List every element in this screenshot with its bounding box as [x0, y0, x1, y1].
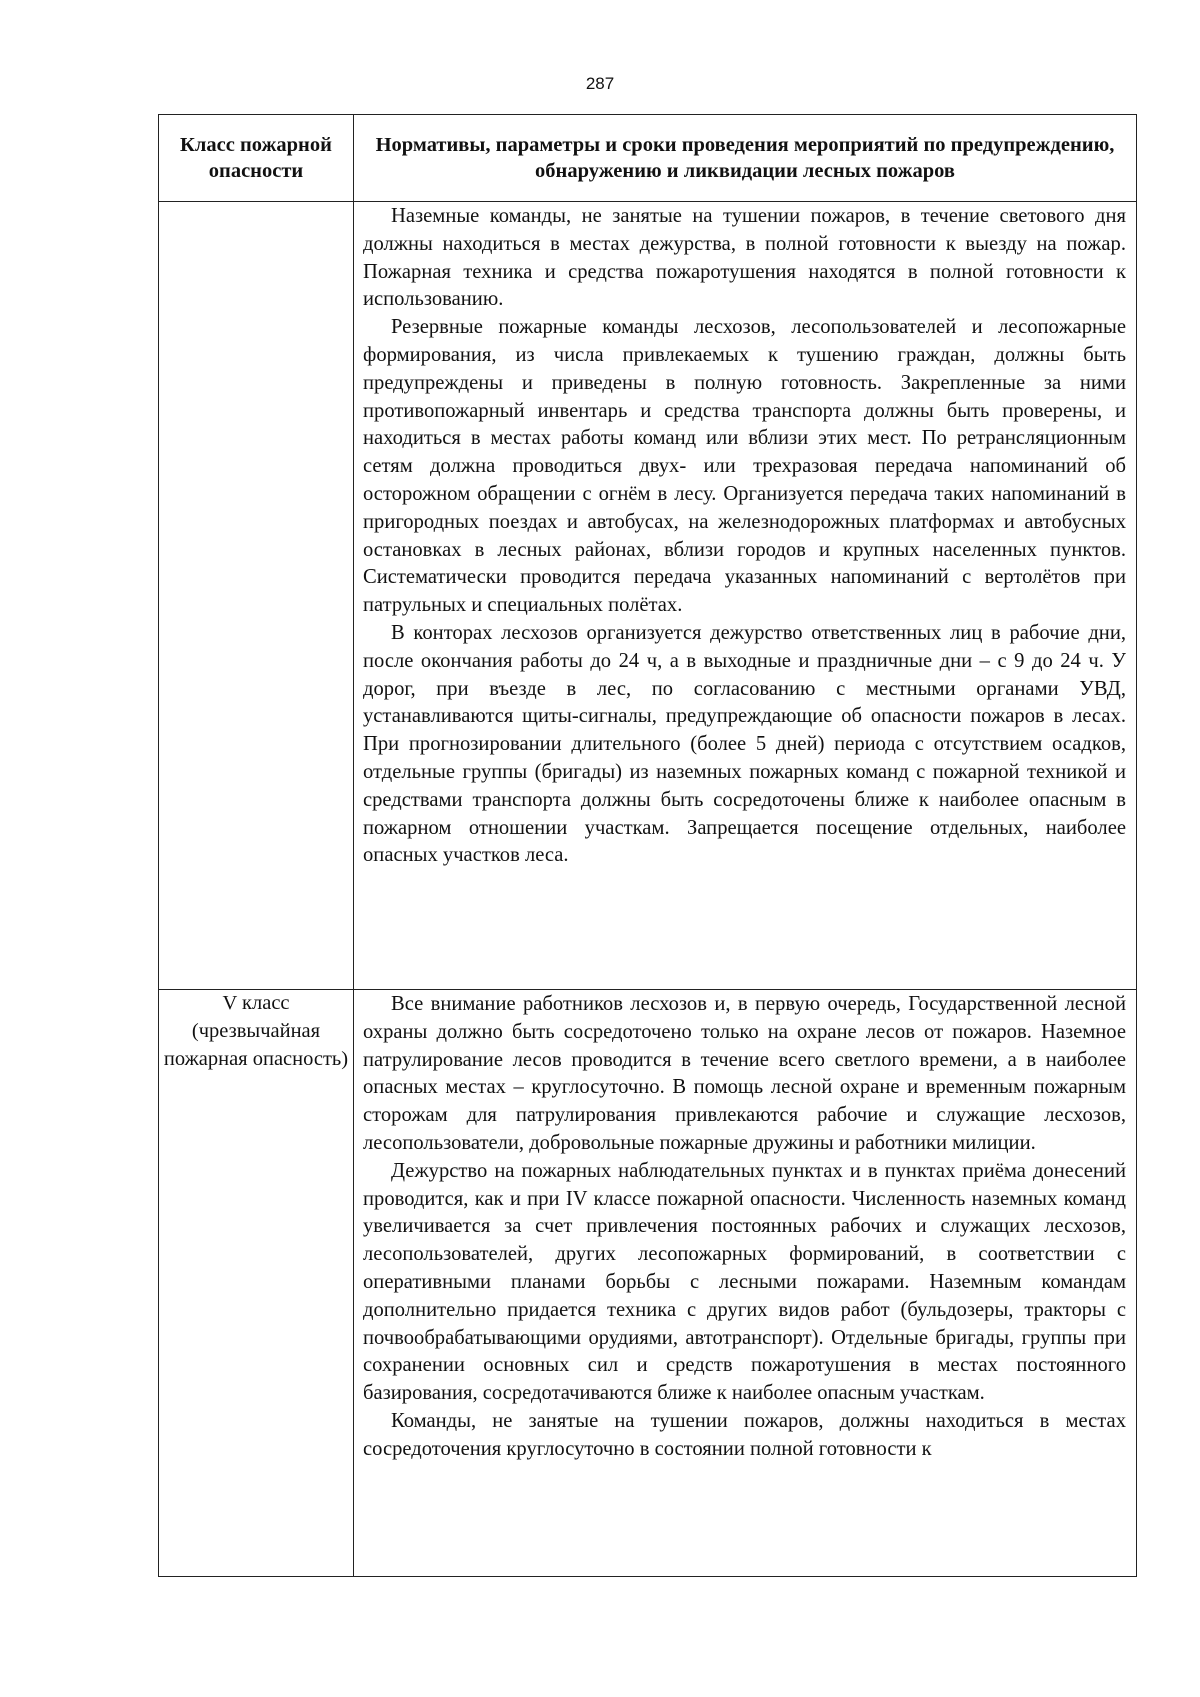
class-cell	[159, 202, 354, 990]
norms-cell	[354, 990, 1137, 1577]
table-row	[159, 202, 1137, 990]
norms-cell	[354, 202, 1137, 990]
table-header-row	[159, 115, 1137, 202]
header-norms-column: Нормативы, параметры и сроки проведения мероприятий по предупреждению, обнаружению и ликвидации лесных пожаров	[354, 115, 1137, 202]
paragraph: Наземные команды, не занятые на тушении пожаров, в течение светового дня должны находиться в местах дежурства, в полной готовности к выезду на пожар. Пожарная техника и средства пожаротушения находятся в полной готовности к использованию.	[363, 205, 1126, 311]
paragraph: Все внимание работников лесхозов и, в первую очередь, Государственной лесной охраны должно быть сосредоточено только на охране лесов от пожаров. Наземное патрулирование лесов проводится в течение всего светлого времени, а в наиболее опасных местах – круглосуточно. В помощь лесной охране и временным пожарным сторожам для патрулирования привлекаются рабочие и служащие лесхозов, лесопользователи, добровольные пожарные дружины и работники милиции.	[363, 993, 1126, 1154]
paragraph: Резервные пожарные команды лесхозов, лесопользователей и лесопожарные формирования, из числа привлекаемых к тушению граждан, должны быть предупреждены и приведены в полную готовность. Закрепленные за ними противопожарный инвентарь и средства транспорта должны быть проверены, и находиться в местах работы команд или вблизи этих мест. По ретрансляционным сетям должна проводиться двух- или трехразовая передача напоминаний об осторожном обращении с огнём в лесу. Организуется передача таких напоминаний в пригородных поездах и автобусах, на железнодорожных платформах и автобусных остановках в лесных районах, вблизи городов и крупных населенных пунктов. Систематически проводится передача указанных напоминаний с вертолётов при патрульных и специальных полётах.	[363, 316, 1126, 617]
paragraph: Команды, не занятые на тушении пожаров, должны находиться в местах сосредоточения круглосуточно в состоянии полной готовности к	[363, 1409, 1126, 1460]
fire-danger-table	[158, 114, 1137, 1577]
class-cell: V класс (чрезвычайная пожарная опасность)	[159, 990, 354, 1577]
table-row	[159, 990, 1137, 1577]
paragraph: В конторах лесхозов организуется дежурство ответственных лиц в рабочие дни, после окончания работы до 24 ч, а в выходные и праздничные дни – с 9 до 24 ч. У дорог, при въезде в лес, по согласованию с местными органами УВД, устанавливаются щиты-сигналы, предупреждающие об опасности пожаров в лесах. При прогнозировании длительного (более 5 дней) периода с отсутствием осадков, отдельные группы (бригады) из наземных пожарных команд с пожарной техникой и средствами транспорта должны быть сосредоточены ближе к наиболее опасным в пожарном отношении участкам. Запрещается посещение отдельных, наиболее опасных участков леса.	[363, 621, 1126, 867]
paragraph: Дежурство на пожарных наблюдательных пунктах и в пунктах приёма донесений проводится, как и при IV классе пожарной опасности. Численность наземных команд увеличивается за счет привлечения постоянных рабочих и служащих лесхозов, лесопользователей, других лесопожарных формирований, в соответствии с оперативными планами борьбы с лесными пожарами. Наземным командам дополнительно придается техника с других видов работ (бульдозеры, тракторы с почвообрабатывающими орудиями, автотранспорт). Отдельные бригады, группы при сохранении основных сил и средств пожаротушения в местах постоянного базирования, сосредотачиваются ближе к наиболее опасным участкам.	[363, 1159, 1126, 1405]
header-class-column: Класс пожарной опасности	[159, 115, 354, 202]
page-number: 287	[585, 74, 615, 93]
